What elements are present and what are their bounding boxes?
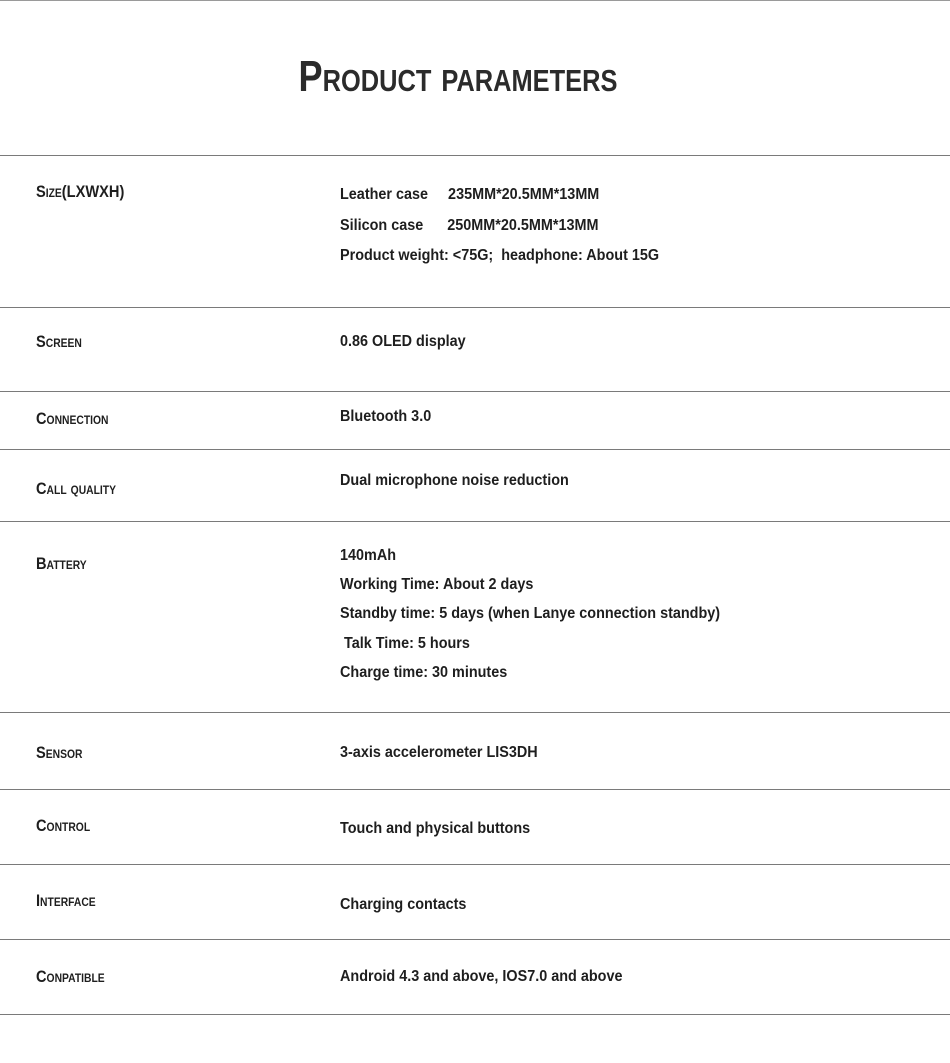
parameter-row-size <box>0 155 950 307</box>
parameter-values <box>340 541 720 687</box>
parameter-label: Battery <box>36 554 87 573</box>
parameter-value: Touch and physical buttons <box>340 820 531 837</box>
parameter-row-call-quality <box>0 449 950 521</box>
parameter-label: Screen <box>36 332 82 351</box>
parameter-row-sensor <box>0 712 950 789</box>
parameter-value: Product weight: <75G; headphone: About 15G <box>340 247 660 264</box>
parameter-label: Conpatible <box>36 967 105 986</box>
parameter-value: Silicon case 250MM*20.5MM*13MM <box>340 216 599 234</box>
parameter-label: Call quality <box>36 479 116 498</box>
parameter-row-battery <box>0 521 950 712</box>
parameter-value: 3-axis accelerometer LIS3DH <box>340 744 538 761</box>
parameter-label: Control <box>36 816 91 835</box>
parameter-value: Talk Time: 5 hours <box>340 634 470 652</box>
parameter-value: Working Time: About 2 days <box>340 576 534 594</box>
parameter-label: Sensor <box>36 743 83 762</box>
parameter-value: Android 4.3 and above, IOS7.0 and above <box>340 968 623 985</box>
parameter-value: Charging contacts <box>340 896 467 913</box>
parameter-value: Charge time: 30 minutes <box>340 663 508 681</box>
page-title: Product parameters <box>298 52 618 101</box>
parameter-values <box>340 405 431 429</box>
parameter-row-connection <box>0 391 950 449</box>
parameter-row-interface <box>0 864 950 939</box>
parameter-label: Connection <box>36 409 109 428</box>
parameter-values <box>340 965 622 989</box>
parameter-values <box>340 180 659 272</box>
parameter-values <box>340 741 538 765</box>
parameter-label: Size(LXWXH) <box>36 182 125 201</box>
parameter-value: Leather case 235MM*20.5MM*13MM <box>340 186 600 203</box>
parameter-value: Bluetooth 3.0 <box>340 408 432 425</box>
parameter-row-control <box>0 789 950 864</box>
parameter-values <box>340 817 530 841</box>
parameter-value: 140mAh <box>340 547 397 564</box>
parameters-table <box>0 155 950 1015</box>
parameter-values <box>340 330 466 354</box>
parameter-value: Dual microphone noise reduction <box>340 472 569 489</box>
parameter-value: 0.86 OLED display <box>340 333 466 350</box>
parameter-row-compatible <box>0 939 950 1015</box>
parameter-value: Standby time: 5 days (when Lanye connection standby) <box>340 605 721 623</box>
parameter-label: Interface <box>36 891 96 910</box>
parameter-values <box>340 469 569 493</box>
parameter-values <box>340 893 466 917</box>
parameter-row-screen <box>0 307 950 391</box>
